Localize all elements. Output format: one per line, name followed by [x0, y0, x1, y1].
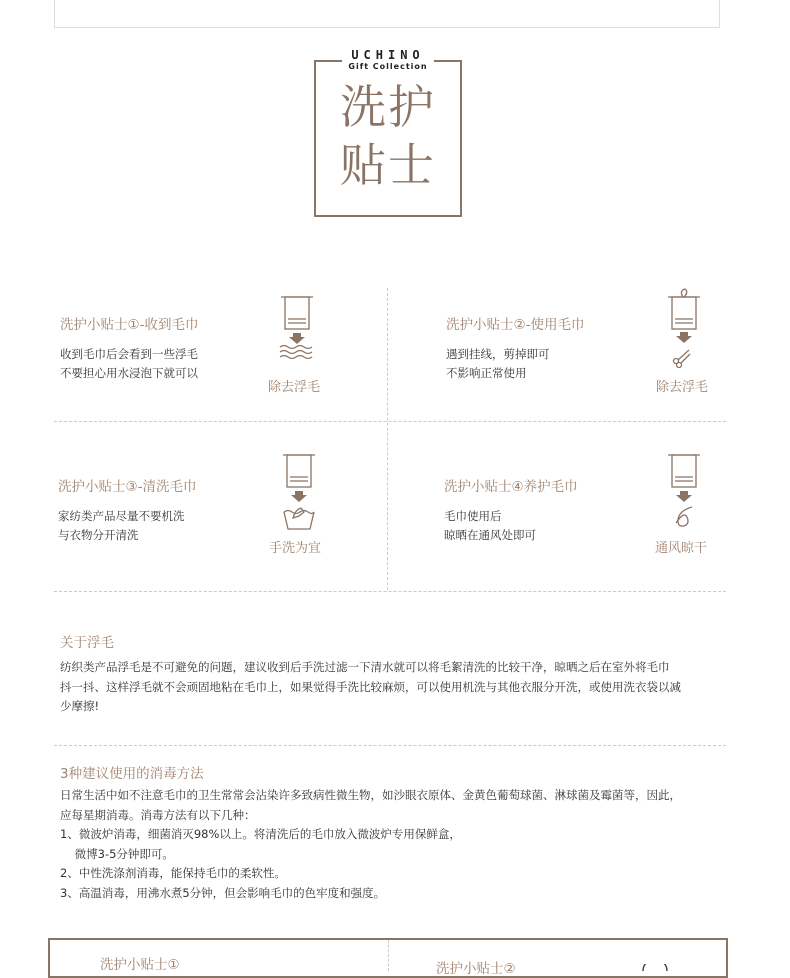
- towel-water-icon: [277, 294, 317, 362]
- grid-divider-middle: [54, 421, 726, 422]
- disinfect-line-4: 微博3-5分钟即可。: [60, 847, 174, 861]
- bottom-tab-1: 洗护小贴士①: [100, 957, 180, 973]
- towel-handwash-icon: [279, 452, 319, 532]
- tip-1-line1: 收到毛巾后会看到一些浮毛: [60, 347, 198, 361]
- tip-4-line1: 毛巾使用后: [444, 509, 502, 523]
- tip-4-title: 洗护小贴士④养护毛巾: [444, 479, 578, 495]
- tip-4-caption: 通风晾干: [655, 541, 708, 556]
- tip-2-line2: 不影响正常使用: [446, 366, 527, 380]
- bottom-tab-2: 洗护小贴士②: [436, 961, 516, 977]
- brand-subtitle: Gift Collection: [348, 62, 428, 71]
- tip-3-line2: 与衣物分开清洗: [58, 528, 139, 542]
- tip-2-line1: 遇到挂线，剪掉即可: [446, 347, 550, 361]
- tip-3-title: 洗护小贴士③-清洗毛巾: [58, 479, 197, 495]
- tip-3-line1: 家纺类产品尽量不要机洗: [58, 509, 185, 523]
- about-line-1: 纺织类产品浮毛是不可避免的问题，建议收到后手洗过滤一下清水就可以将毛絮清洗的比较干净，晾晒之后在室外将毛巾: [60, 660, 670, 674]
- bottom-divider: [388, 940, 389, 971]
- towel-air-icon: [664, 452, 704, 534]
- page-title-line2: 贴士: [340, 138, 436, 192]
- bottom-circle-icon: [640, 964, 670, 971]
- top-content-box: [54, 0, 720, 28]
- tip-3-caption: 手洗为宜: [269, 541, 322, 556]
- disinfect-line-1: 日常生活中如不注意毛巾的卫生常常会沾染许多致病性微生物，如沙眼衣原体、金黄色葡萄球菌、淋球菌及霉菌等，因此，: [60, 788, 681, 802]
- grid-divider-bottom: [54, 591, 726, 592]
- about-line-2: 抖一抖、这样浮毛就不会顽固地粘在毛巾上，如果觉得手洗比较麻烦，可以使用机洗与其他衣服分开洗，或使用洗衣袋以减: [60, 680, 681, 694]
- towel-scissors-icon: [664, 288, 704, 368]
- disinfect-line-2: 应每星期消毒。消毒方法有以下几种：: [60, 808, 256, 822]
- tip-1-title: 洗护小贴士①-收到毛巾: [60, 317, 199, 333]
- tip-4-line2: 晾晒在通风处即可: [444, 528, 536, 542]
- brand-logo: UCHINO: [351, 48, 425, 62]
- tip-2-title: 洗护小贴士②-使用毛巾: [446, 317, 585, 333]
- about-title: 关于浮毛: [60, 635, 114, 651]
- about-line-3: 少摩擦!: [60, 699, 100, 713]
- section-divider: [54, 745, 726, 746]
- disinfect-line-5: 2、中性洗涤剂消毒，能保持毛巾的柔软性。: [60, 866, 286, 880]
- disinfect-title: 3种建议使用的消毒方法: [60, 766, 204, 782]
- tip-1-caption: 除去浮毛: [268, 380, 321, 395]
- disinfect-line-6: 3、高温消毒，用沸水煮5分钟，但会影响毛巾的色牢度和强度。: [60, 886, 386, 900]
- grid-divider-vertical: [387, 288, 388, 590]
- page-title-line1: 洗护: [340, 80, 436, 134]
- disinfect-line-3: 1、微波炉消毒，细菌消灭98%以上。将清洗后的毛巾放入微波炉专用保鲜盒，: [60, 827, 461, 841]
- tip-1-line2: 不要担心用水浸泡下就可以: [60, 366, 198, 380]
- tip-2-caption: 除去浮毛: [656, 380, 709, 395]
